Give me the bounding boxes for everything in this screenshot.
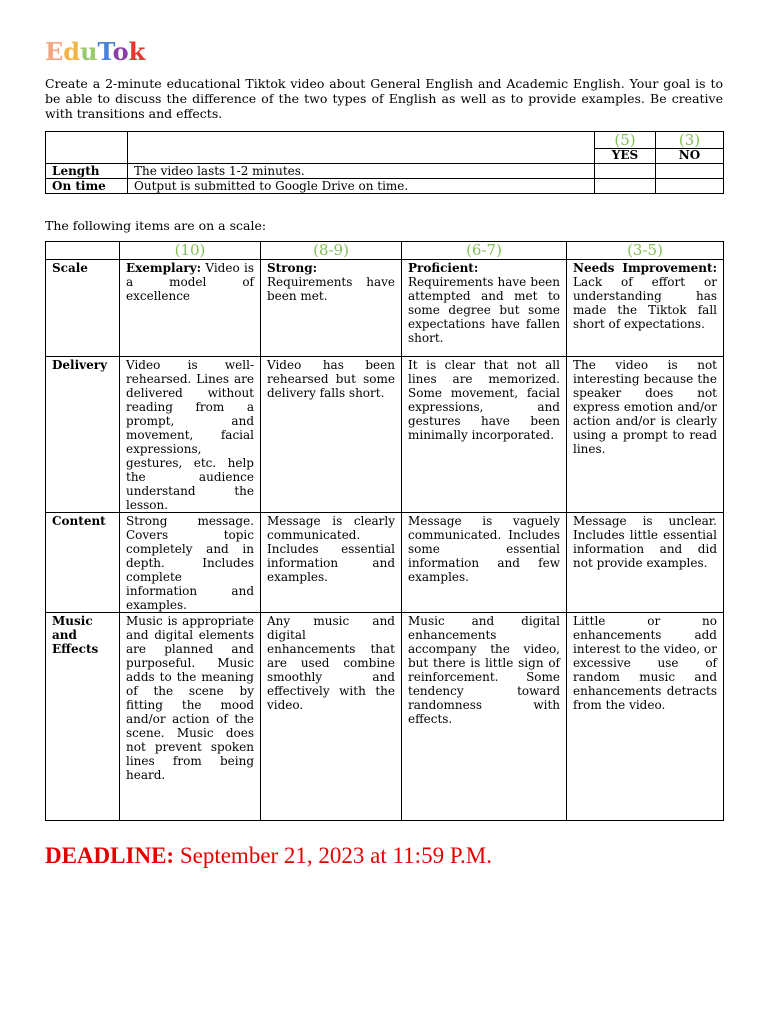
rubric-row-music-effects [46,613,724,821]
level-name: Strong: [267,261,318,275]
criterion-label: Music and Effects [46,613,120,821]
level-description: Requirements have been met. [267,275,395,303]
rubric-row-delivery [46,357,724,513]
level-name: Needs Improvement: [573,261,717,275]
rubric-header-row [46,242,724,260]
criterion-description: The video lasts 1-2 minutes. [128,164,595,179]
checklist-row [46,179,724,194]
rubric-cell: Strong message. Covers topic completely and in depth. Includes complete information and examples. [120,513,261,613]
no-check-cell [656,164,724,179]
rubric-cell: The video is not interesting because the speaker does not express emotion and/or action and/or is clearly using a prompt to read lines. [567,357,724,513]
level-score: (6-7) [402,242,567,260]
level-description: Lack of effort or understanding has made the Tiktok fall short of expectations. [573,275,717,331]
yes-label: YES [595,149,656,164]
rubric-cell: Video has been rehearsed but some delivery falls short. [261,357,402,513]
deadline-line [45,842,492,870]
document-title [45,38,145,66]
rubric-cell: Music is appropriate and digital elements are planned and purposeful. Music adds to the meaning of the scene by fitting the mood and/or action of the scene. Music does not prevent spoken lines from being heard. [120,613,261,821]
title-letter: u [80,37,98,66]
yes-points: (5) [595,132,656,149]
no-check-cell [656,179,724,194]
scale-intro-text: The following items are on a scale: [45,218,267,233]
rubric-cell: Video is well-rehearsed. Lines are delivered without reading from a prompt, and movement, facial expressions, gestures, etc. help the audience understand the lesson. [120,357,261,513]
level-score: (8-9) [261,242,402,260]
title-letter: o [112,37,129,66]
rubric-cell: Little or no enhancements add interest to the video, or excessive use of random music and enhancements detracts from the video. [567,613,724,821]
criterion-label: Delivery [46,357,120,513]
level-name: Proficient: [408,261,479,275]
criterion-label: On time [46,179,128,194]
rubric-cell [567,260,724,357]
criterion-description: Output is submitted to Google Drive on time. [128,179,595,194]
level-name: Exemplary: [126,261,202,275]
rubric-cell: Message is clearly communicated. Includes essential information and examples. [261,513,402,613]
checklist-blank-cell [128,132,595,164]
yes-check-cell [595,164,656,179]
rubric-cell: Any music and digital enhancements that are used combine smoothly and effectively with the video. [261,613,402,821]
title-letter: d [63,37,81,66]
criterion-label: Scale [46,260,120,357]
criterion-label: Content [46,513,120,613]
rubric-cell: It is clear that not all lines are memorized. Some movement, facial expressions, and gestures have been minimally incorporated. [402,357,567,513]
level-description: Requirements have been attempted and met to some degree but some expectations have fallen short. [408,275,560,345]
title-letter: E [45,37,64,66]
yes-check-cell [595,179,656,194]
rubric-cell [261,260,402,357]
checklist-blank-cell [46,132,128,164]
checklist-points-row [46,132,724,149]
rubric-cell: Message is vaguely communicated. Includes some essential information and few examples. [402,513,567,613]
instructions-paragraph: Create a 2-minute educational Tiktok video about General English and Academic English. Your goal is to be able to discuss the difference of the two types of English as well as to provide examples. Be creative with transitions and effects. [45,76,723,121]
no-points: (3) [656,132,724,149]
deadline-date: September 21, 2023 at 11:59 P.M. [179,843,493,868]
rubric-blank-cell [46,242,120,260]
rubric-row-content [46,513,724,613]
title-letter: k [128,37,146,66]
criterion-label: Length [46,164,128,179]
level-score: (3-5) [567,242,724,260]
level-description: Video is a model of excellence [126,261,254,303]
no-label: NO [656,149,724,164]
checklist-row [46,164,724,179]
title-letter: T [97,37,113,66]
rubric-table [45,241,724,821]
rubric-cell [402,260,567,357]
rubric-cell: Music and digital enhancements accompany the video, but there is little sign of reinforcement. Some tendency toward randomness with effects. [402,613,567,821]
rubric-row-scale [46,260,724,357]
rubric-cell: Message is unclear. Includes little essential information and did not provide examples. [567,513,724,613]
checklist-table [45,131,724,194]
rubric-cell [120,260,261,357]
level-score: (10) [120,242,261,260]
deadline-label: DEADLINE: [45,843,175,868]
